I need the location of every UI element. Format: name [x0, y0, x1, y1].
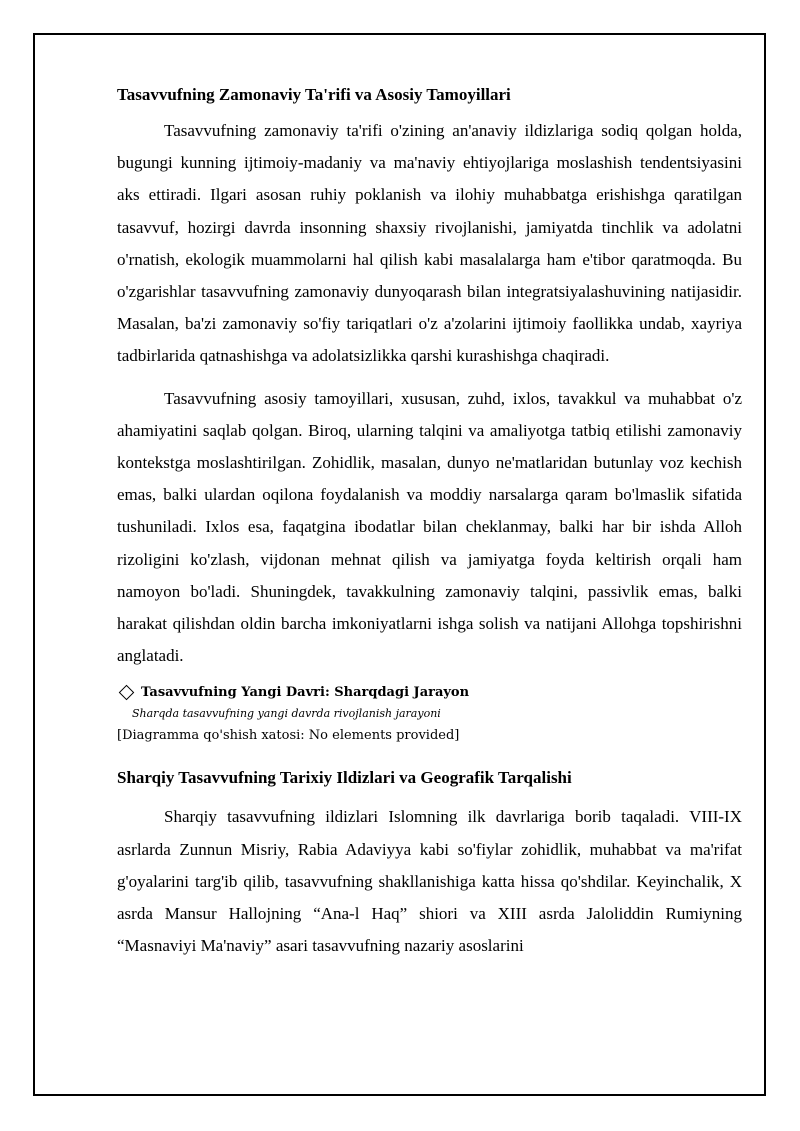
diagram-placeholder	[117, 680, 742, 748]
paragraph-core-principles: Tasavvufning asosiy tamoyillari, xususan, zuhd, ixlos, tavakkul va muhabbat o'z ahamiyatini saqlab qolgan. Biroq, ularning talqini va amaliyotga tatbiq etilishi zamonaviy kontekstga moslashtirilgan. Zohidlik, masalan, dunyo ne'matlaridan butunlay voz kechish emas, balki ulardan oqilona foydalanish va moddiy narsalarga qaram bo'lmaslik sifatida tushuniladi. Ixlos esa, faqatgina ibodatlar bilan cheklanmay, balki har bir ishda Alloh rizoligini ko'zlash, vijdonan mehnat qilish va jamiyatga foyda keltirish orqali ham namoyon bo'ladi. Shuningdek, tavakkulning zamonaviy talqini, passivlik emas, balki harakat qilishdan oldin barcha imkoniyatlarni ishga solish va natijani Allohga topshirishni anglatadi.	[117, 388, 742, 666]
diamond-icon	[119, 685, 135, 701]
diagram-error-message: [Diagramma qo'shish xatosi: No elements provided]	[117, 728, 460, 744]
document-body	[117, 83, 742, 962]
section-heading-historical-roots: Sharqiy Tasavvufning Tarixiy Ildizlari va Geografik Tarqalishi	[117, 768, 572, 788]
section-heading-modern-definition: Tasavvufning Zamonaviy Ta'rifi va Asosiy Tamoyillari	[117, 85, 511, 104]
diagram-title-row	[117, 680, 742, 704]
diagram-title: Tasavvufning Yangi Davri: Sharqdagi Jarayon	[141, 684, 470, 700]
diagram-subtitle: Sharqda tasavvufning yangi davrda rivojlanish jarayoni	[132, 707, 441, 721]
paragraph-modern-definition: Tasavvufning zamonaviy ta'rifi o'zining an'anaviy ildizlariga sodiq qolgan holda, bugungi kunning ijtimoiy-madaniy va ma'naviy ehtiyojlariga moslashish tendentsiyasini aks ettiradi. Ilgari asosan ruhiy poklanish va ilohiy muhabbatga erishishga qaratilgan tasavvuf, hozirgi davrda insonning shaxsiy rivojlanishi, jamiyatda tinchlik va adolatni o'rnatish, ekologik muammolarni hal qilish kabi masalalarga ham e'tibor qaratmoqda. Bu o'zgarishlar tasavvufning zamonaviy dunyoqarash bilan integratsiyalashuvining natijasidir. Masalan, ba'zi zamonaviy so'fiy tariqatlari o'z a'zolarini ijtimoiy faollikka undab, xayriya tadbirlarida qatnashishga va adolatsizlikka qarshi kurashishga chaqiradi.	[117, 121, 742, 366]
paragraph-historical-roots: Sharqiy tasavvufning ildizlari Islomning ilk davrlariga borib taqaladi. VIII-IX asrlarda Zunnun Misriy, Rabia Adaviyya kabi so'fiylar zohidlik, muhabbat va ma'rifat g'oyalarini targ'ib qilib, tasavvufning shakllanishiga katta hissa qo'shdilar. Keyinchalik, X asrda Mansur Hallojning “Ana-l Haq” shiori va XIII asrda Jaloliddin Rumiyning “Masnaviyi Ma'naviy” asari tasavvufning nazariy asoslarini	[117, 807, 742, 956]
